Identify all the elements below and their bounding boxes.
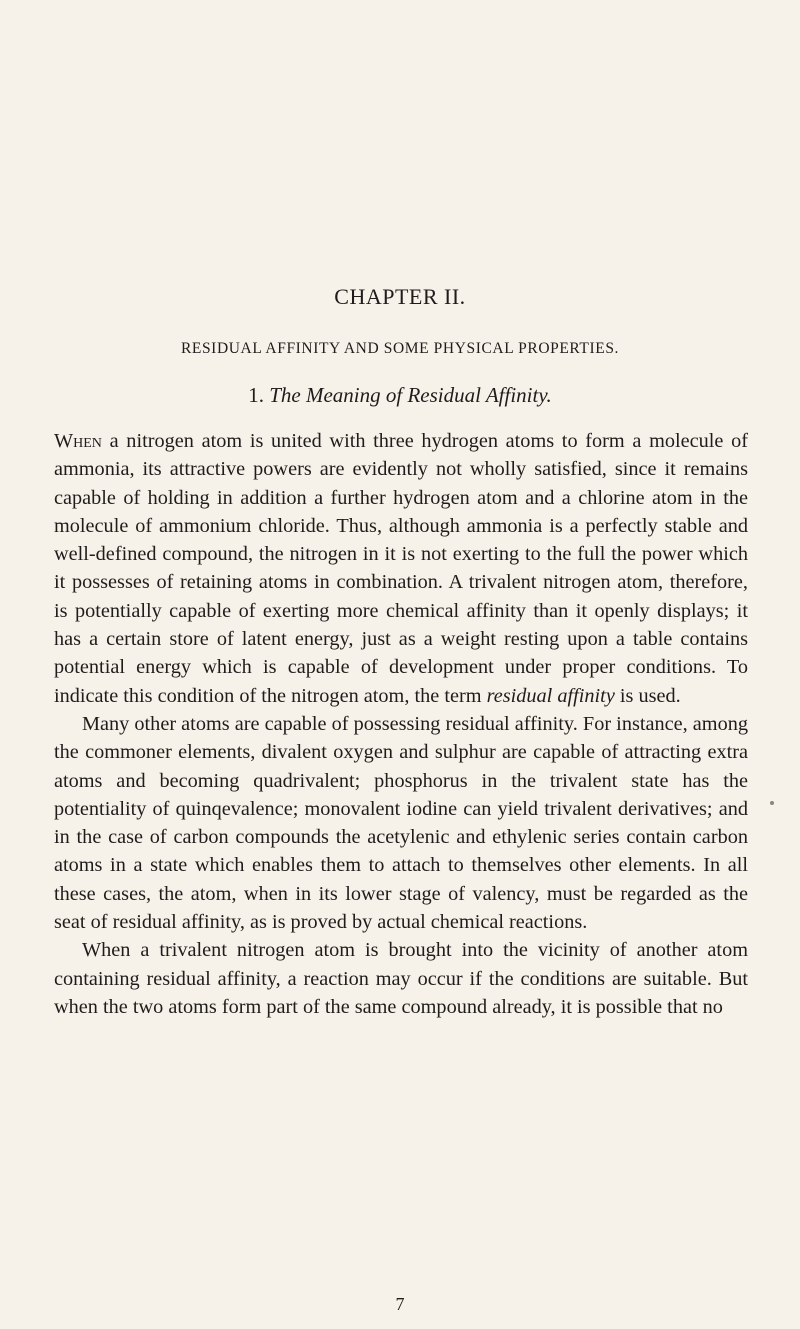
chapter-subtitle: RESIDUAL AFFINITY AND SOME PHYSICAL PROPERTIES. — [180, 340, 620, 357]
lead-word: When — [54, 430, 102, 452]
page-number: 7 — [395, 1294, 405, 1314]
chapter-heading: CHAPTER II. — [334, 284, 466, 309]
margin-dot-mark — [770, 801, 774, 805]
body-text — [54, 427, 748, 1021]
section-title: The Meaning of Residual Affinity. — [269, 383, 552, 407]
paragraph-1-text-after: is used. — [614, 684, 681, 707]
paragraph-2: Many other atoms are capable of possessing residual affinity. For instance, among the commoner elements, divalent oxygen and sulphur are capable of attracting extra atoms and becoming quadrivalent; phosphorus in the trivalent state has the potentiality of quinqevalence; monovalent iodine can yield trivalent derivatives; and in the case of carbon compounds the acetylenic and ethylenic series contain carbon atoms in a state which enables them to attach to themselves other elements. In all these cases, the atom, when in its lower stage of valency, must be regarded as the seat of residual affinity, as is proved by actual chemical reactions. — [54, 712, 748, 934]
section-heading — [0, 383, 800, 408]
paragraph-3: When a trivalent nitrogen atom is brought into the vicinity of another atom containing residual affinity, a reaction may occur if the conditions are suitable. But when the two atoms form part of the same compound already, it is possible that no — [54, 939, 748, 1018]
section-number: 1. — [248, 383, 264, 407]
paragraph-1 — [54, 427, 748, 710]
emphasis-residual-affinity: residual affinity — [486, 684, 615, 707]
paragraph-1-text-before: a nitrogen atom is united with three hydrogen atoms to form a molecule of ammonia, its attractive powers are evidently not wholly satisfied, since it remains capable of holding in addition a further hydrogen atom and a chlorine atom in the molecule of ammonium chloride. Thus, although ammonia is a perfectly stable and well-defined compound, the nitrogen in it is not exerting to the full the power which it possesses of retaining atoms in combination. A trivalent nitrogen atom, therefore, is potentially capable of exerting more chemical affinity than it openly displays; it has a certain store of latent energy, just as a weight resting upon a table contains potential energy which is capable of development under proper conditions. To indicate this condition of the nitrogen atom, the term — [54, 430, 748, 707]
